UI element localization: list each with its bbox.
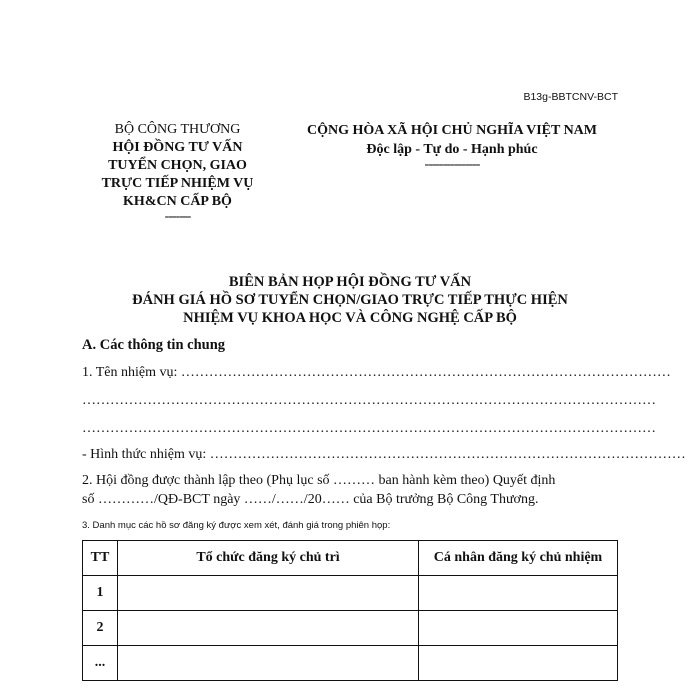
task-name-dots-2: …………………………………………………………………………………………………………… <box>82 421 656 436</box>
form-code: B13g-BBTCNV-BCT <box>523 91 618 103</box>
table-row <box>83 611 618 646</box>
title-line3: NHIỆM VỤ KHOA HỌC VÀ CÔNG NGHỆ CẤP BỘ <box>183 310 517 326</box>
task-form-field: - Hình thức nhiệm vụ: ………………………………………………………………………………………… <box>82 447 686 462</box>
national-header <box>282 121 622 171</box>
right-header-rule: --------------- <box>424 157 480 172</box>
document-title <box>80 273 620 327</box>
task-name-dots-1: …………………………………………………………………………………………………………… <box>82 393 656 408</box>
council-decision-line2: số …………/QĐ-BCT ngày ……/……/20…… của Bộ trưởng Bộ Công Thương. <box>82 492 539 507</box>
dossier-table <box>82 540 618 681</box>
leader-cell <box>419 576 618 611</box>
col-header-host-org: Tổ chức đăng ký chủ trì <box>118 541 419 576</box>
leader-cell <box>419 611 618 646</box>
leader-cell <box>419 646 618 681</box>
title-line1: BIÊN BẢN HỌP HỘI ĐỒNG TƯ VẤN <box>228 274 472 290</box>
council-name-line1: HỘI ĐỒNG TƯ VẤN <box>112 140 243 155</box>
council-name-line2: TUYỂN CHỌN, GIAO <box>108 158 247 173</box>
council-name-line4: KH&CN CẤP BỘ <box>123 194 232 209</box>
council-name-line3: TRỰC TIẾP NHIỆM VỤ <box>101 176 254 191</box>
title-line2: ĐÁNH GIÁ HỒ SƠ TUYỂN CHỌN/GIAO TRỰC TIẾP THỰC HIỆN <box>132 292 568 308</box>
row-number: 2 <box>83 611 118 646</box>
council-decision-line1: 2. Hội đồng được thành lập theo (Phụ lục số ……… ban hành kèm theo) Quyết định <box>82 473 556 488</box>
host-org-cell <box>118 576 419 611</box>
country-name: CỘNG HÒA XÃ HỘI CHỦ NGHĨA VIỆT NAM <box>306 123 597 138</box>
issuing-authority-header <box>95 121 260 223</box>
left-header-rule: ------- <box>164 209 191 224</box>
section-a-heading: A. Các thông tin chung <box>82 337 226 353</box>
table-row <box>83 646 618 681</box>
table-row <box>83 576 618 611</box>
national-motto: Độc lập - Tự do - Hạnh phúc <box>366 142 538 157</box>
host-org-cell <box>118 646 419 681</box>
host-org-cell <box>118 611 419 646</box>
ministry-name: BỘ CÔNG THƯƠNG <box>114 122 241 137</box>
table-header-row <box>83 541 618 576</box>
row-number: 1 <box>83 576 118 611</box>
dossier-list-caption: 3. Danh mục các hồ sơ đăng ký được xem xét, đánh giá trong phiên họp: <box>82 520 391 531</box>
task-name-field: 1. Tên nhiệm vụ: …………………………………………………………………………………………… <box>82 365 671 380</box>
row-number: ... <box>83 646 118 681</box>
col-header-leader: Cá nhân đăng ký chủ nhiệm <box>419 541 618 576</box>
col-header-no: TT <box>83 541 118 576</box>
